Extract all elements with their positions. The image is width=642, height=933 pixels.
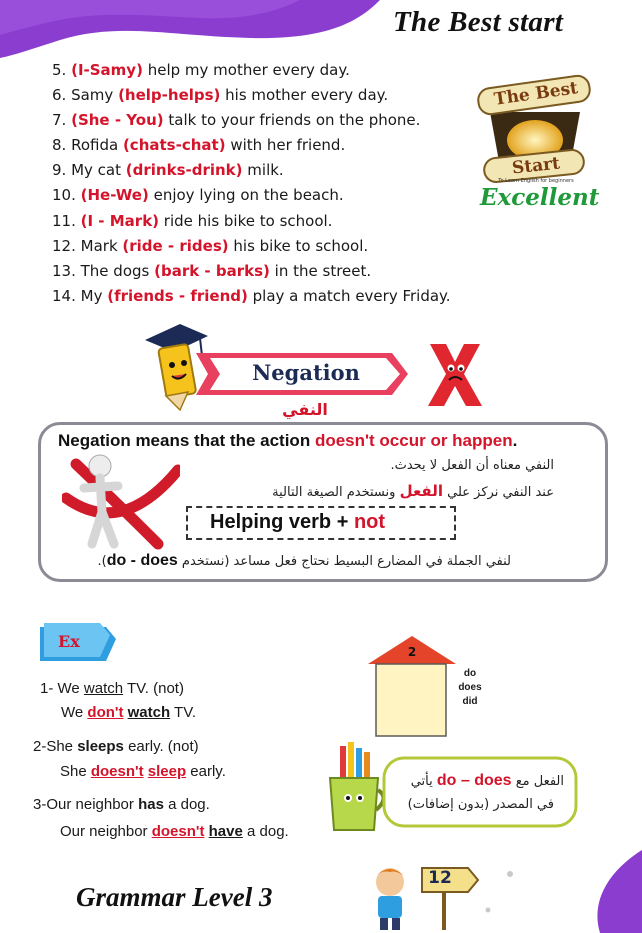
arabic-line-2-b: ونستخدم الصيغة التالية: [272, 485, 400, 500]
exercise-prefix: Samy: [71, 86, 119, 105]
ex3-ans-a: Our neighbor: [60, 823, 152, 840]
ex2-a: 2-She: [33, 738, 78, 755]
ex3-ans-red: doesn't: [151, 823, 205, 840]
example-2-question: [33, 738, 199, 755]
exercise-item: [52, 108, 451, 133]
example-1-question: [40, 680, 184, 697]
definition-end: .: [512, 431, 518, 450]
arabic-line-3-a: لنفي الجملة في المضارع البسيط نحتاج فعل مساعد (نستخدم: [177, 554, 511, 569]
note-line-1-a: الفعل مع: [511, 774, 564, 789]
ex2-verb: sleeps: [77, 738, 124, 755]
stick-figure-cross-icon: [62, 448, 180, 556]
exercise-choice: (I - Mark): [80, 211, 160, 230]
ex3-ans-verb: have: [208, 823, 243, 840]
logo-line1: The Best: [492, 78, 580, 110]
exercise-prefix: My cat: [71, 161, 126, 180]
the-best-start-logo: [470, 72, 600, 222]
exercise-item: [52, 58, 451, 83]
arabic-line-1: النفي معناه أن الفعل لا يحدث.: [390, 458, 554, 473]
formula-text: [210, 511, 385, 534]
example-1-answer: [61, 704, 196, 721]
arabic-line-3-b: ).: [97, 554, 107, 569]
exercise-number: 8.: [52, 136, 67, 155]
exercise-choice: (She - You): [71, 111, 164, 130]
arabic-line-2: [272, 482, 554, 500]
exercise-rest: help my mother every day.: [142, 61, 350, 79]
exercise-choice: (I-Samy): [71, 61, 143, 79]
formula-helping-verb: Helping verb +: [210, 511, 354, 533]
exercise-prefix: Mark: [80, 236, 123, 255]
exercise-choice: (friends - friend): [107, 286, 248, 305]
exercise-rest: talk to your friends on the phone.: [163, 111, 421, 130]
logo-line2: Start: [511, 153, 561, 179]
exercise-prefix: The dogs: [80, 261, 155, 280]
ex3-ans-b: a dog.: [242, 823, 289, 840]
exercise-rest: play a match every Friday.: [247, 286, 451, 305]
pencil-cup-icon: [318, 742, 390, 838]
logo-excellent: Excellent: [480, 184, 600, 211]
exercise-number: 7.: [52, 111, 67, 130]
example-3-question: [33, 796, 210, 813]
ex1-ans-red: don't: [87, 704, 124, 721]
footer-title: Grammar Level 3: [76, 882, 273, 912]
house-roof-number: 2: [407, 645, 417, 659]
form-does: does: [458, 682, 482, 693]
exercise-rest: milk.: [242, 161, 284, 180]
exercise-item: [52, 284, 451, 309]
negation-arabic-title: النفي: [282, 400, 328, 419]
exercise-item: [52, 133, 451, 158]
exercise-prefix: Rofida: [71, 136, 123, 155]
exercise-choice: (ride - rides): [122, 236, 229, 255]
exercise-item: [52, 183, 451, 208]
exercise-number: 10.: [52, 186, 76, 205]
exercise-number: 14.: [52, 286, 76, 305]
exercise-item: [52, 234, 451, 259]
exercise-choice: (bark - barks): [154, 261, 270, 280]
ex-tab-label: Ex: [58, 632, 80, 651]
exercise-number: 11.: [52, 211, 76, 230]
arabic-line-3-bold: do - does: [106, 552, 178, 569]
exercise-rest: with her friend.: [225, 136, 346, 155]
ex1-verb: watch: [83, 680, 124, 697]
ex2-ans-a: She: [60, 763, 91, 780]
note-line-2: في المصدر (بدون إضافات): [407, 797, 554, 812]
definition-red: doesn't occur or happen: [314, 431, 513, 450]
exercise-rest: enjoy lying on the beach.: [148, 186, 344, 205]
ex2-ans-b: early.: [186, 763, 226, 780]
negation-title: Negation: [252, 360, 360, 385]
ex2-ans-red: doesn't: [90, 763, 144, 780]
ex1-b: TV. (not): [123, 680, 184, 697]
ex3-verb: has: [138, 796, 164, 813]
arabic-line-3: [97, 552, 511, 570]
header-title: The Best start: [393, 6, 564, 38]
exercise-number: 12.: [52, 236, 76, 255]
ex1-a: 1- We: [40, 680, 84, 697]
ex3-b: a dog.: [163, 796, 210, 813]
note-line-1-red: do – does: [436, 772, 512, 789]
exercise-choice: (He-We): [80, 186, 149, 205]
form-did: did: [462, 696, 478, 707]
house-verb-forms: [452, 667, 488, 709]
arabic-line-2-a: عند النفي نركز علي: [443, 485, 554, 500]
red-x-mascot-icon: [424, 340, 486, 410]
ex2-b: early. (not): [123, 738, 199, 755]
exercise-number: 6.: [52, 86, 67, 105]
example-3-answer: [60, 823, 289, 840]
note-line-1-b: يأتي: [410, 774, 437, 789]
example-2-answer: [60, 763, 226, 780]
exercise-number: 13.: [52, 261, 76, 280]
exercise-prefix: My: [80, 286, 108, 305]
bottom-right-wave-decoration: [530, 840, 642, 933]
exercise-choice: (help-helps): [118, 86, 221, 105]
arabic-line-2-red: الفعل: [399, 482, 443, 500]
exercise-rest: ride his bike to school.: [159, 211, 333, 230]
exercise-number: 5.: [52, 61, 67, 79]
exercise-rest: his bike to school.: [228, 236, 369, 255]
exercise-item: [52, 209, 451, 234]
exercise-list: [52, 58, 451, 309]
formula-not: not: [353, 511, 386, 533]
exercise-item: [52, 158, 451, 183]
logo-tagline: To Learn English for beginners: [498, 178, 574, 184]
ex1-ans-a: We: [61, 704, 88, 721]
ex3-a: 3-Our neighbor: [33, 796, 139, 813]
note-line-1: [411, 772, 564, 790]
form-do: do: [463, 668, 477, 679]
exercise-number: 9.: [52, 161, 67, 180]
ex1-ans-b: TV.: [170, 704, 197, 721]
exercise-choice: (drinks-drink): [125, 161, 243, 180]
page-number: 12: [428, 868, 452, 888]
note-box: [382, 756, 578, 828]
exercise-item: [52, 83, 451, 108]
definition-start: Negation means that the action: [58, 431, 315, 450]
ex1-ans-verb: watch: [127, 704, 171, 721]
exercise-choice: (chats-chat): [122, 136, 226, 155]
exercise-rest: in the street.: [269, 261, 372, 280]
exercise-rest: his mother every day.: [220, 86, 389, 105]
exercise-item: [52, 259, 451, 284]
ex2-ans-verb: sleep: [147, 763, 187, 780]
